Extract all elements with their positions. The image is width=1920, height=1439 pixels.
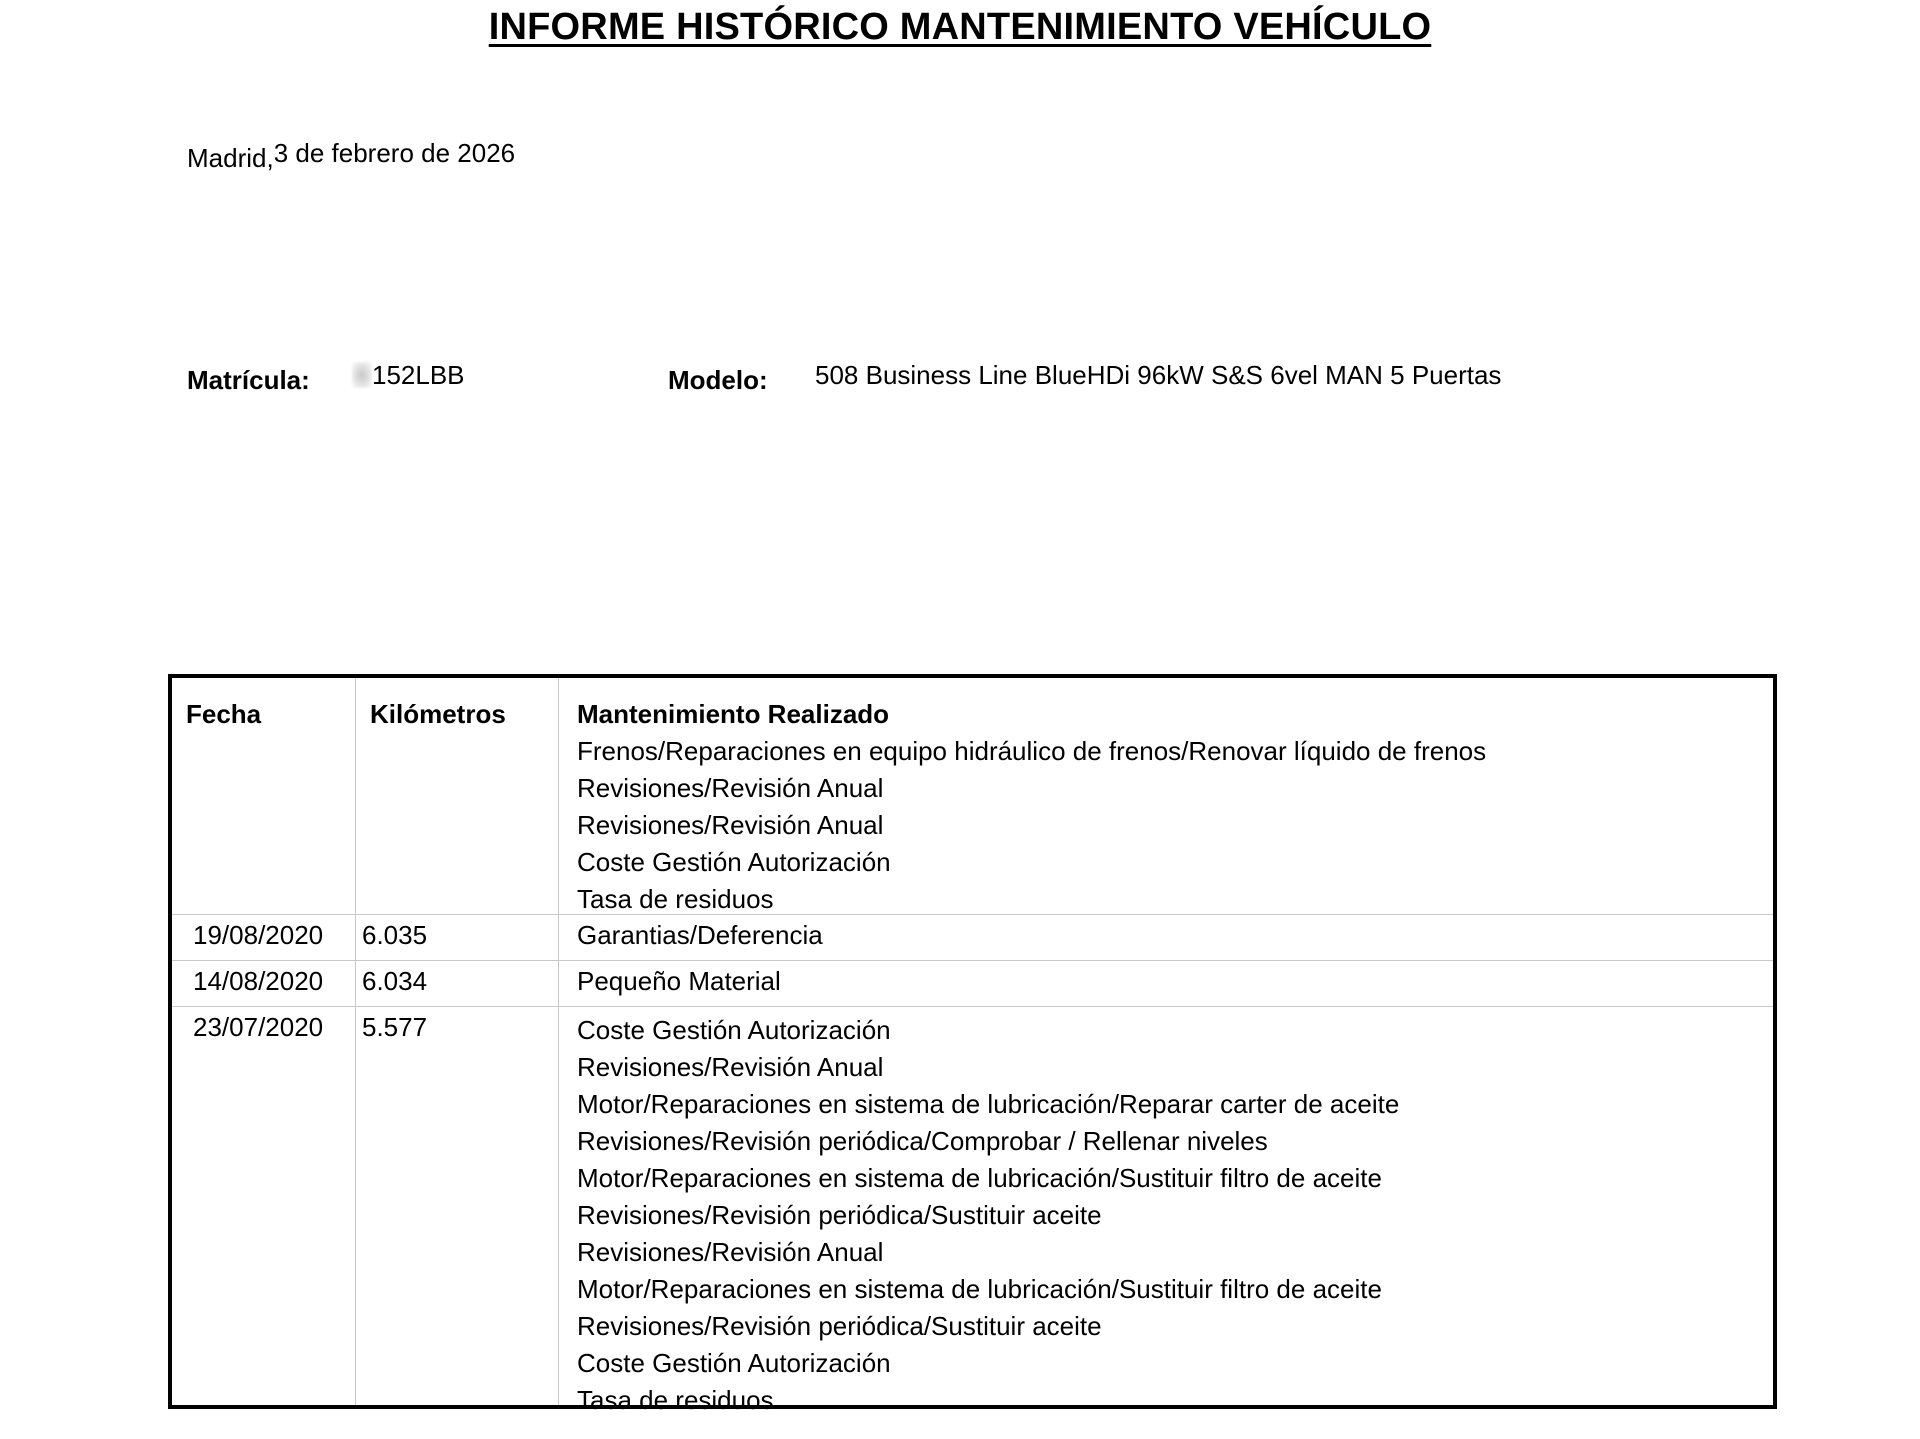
maintenance-item: Motor/Reparaciones en sistema de lubricación/Sustituir filtro de aceite [577,1274,1382,1304]
maintenance-item: Revisiones/Revisión Anual [577,773,884,803]
header-maintenance: Mantenimiento Realizado [577,699,890,729]
place: Madrid, [187,143,274,173]
row-km: 6.035 [362,920,428,950]
maintenance-item: Motor/Reparaciones en sistema de lubricación/Sustituir filtro de aceite [577,1163,1382,1193]
report-date: 3 de febrero de 2026 [273,138,516,168]
maintenance-item: Coste Gestión Autorización [577,847,891,877]
column-divider [558,678,559,1405]
row-km: 6.034 [362,966,428,996]
report-title: INFORME HISTÓRICO MANTENIMIENTO VEHÍCULO [488,6,1432,48]
maintenance-list [577,963,781,1000]
row-divider [172,960,1773,961]
maintenance-item: Frenos/Reparaciones en equipo hidráulico de frenos/Renovar líquido de frenos [577,736,1487,766]
maintenance-table [168,674,1777,1415]
maintenance-item: Revisiones/Revisión periódica/Sustituir aceite [577,1200,1102,1230]
model-label: Modelo: [668,365,768,395]
row-date: 23/07/2020 [193,1012,324,1042]
model-value: 508 Business Line BlueHDi 96kW S&S 6vel MAN 5 Puertas [815,360,1502,390]
maintenance-item: Tasa de residuos [577,1385,774,1415]
maintenance-item: Revisiones/Revisión Anual [577,810,884,840]
maintenance-list [577,917,823,954]
header-km: Kilómetros [370,699,506,729]
maintenance-list [577,733,1486,918]
plate-label: Matrícula: [187,365,310,395]
maintenance-item: Pequeño Material [577,966,781,996]
column-divider [355,678,356,1405]
plate-value [352,360,465,391]
plate-number: 152LBB [372,360,465,390]
header-date: Fecha [186,699,262,729]
maintenance-item: Coste Gestión Autorización [577,1348,891,1378]
row-date: 14/08/2020 [193,966,324,996]
maintenance-item: Garantias/Deferencia [577,920,823,950]
maintenance-item: Motor/Reparaciones en sistema de lubricación/Reparar carter de aceite [577,1089,1400,1119]
maintenance-item: Revisiones/Revisión Anual [577,1237,884,1267]
plate-redaction [352,362,372,388]
row-divider [172,1006,1773,1007]
maintenance-item: Revisiones/Revisión periódica/Sustituir aceite [577,1311,1102,1341]
maintenance-item: Coste Gestión Autorización [577,1015,891,1045]
row-km: 5.577 [362,1012,428,1042]
row-date: 19/08/2020 [193,920,324,950]
maintenance-item: Revisiones/Revisión Anual [577,1052,884,1082]
maintenance-item: Tasa de residuos [577,884,774,914]
maintenance-list [577,1012,1399,1419]
maintenance-item: Revisiones/Revisión periódica/Comprobar / Rellenar niveles [577,1126,1268,1156]
date-line [187,138,516,173]
